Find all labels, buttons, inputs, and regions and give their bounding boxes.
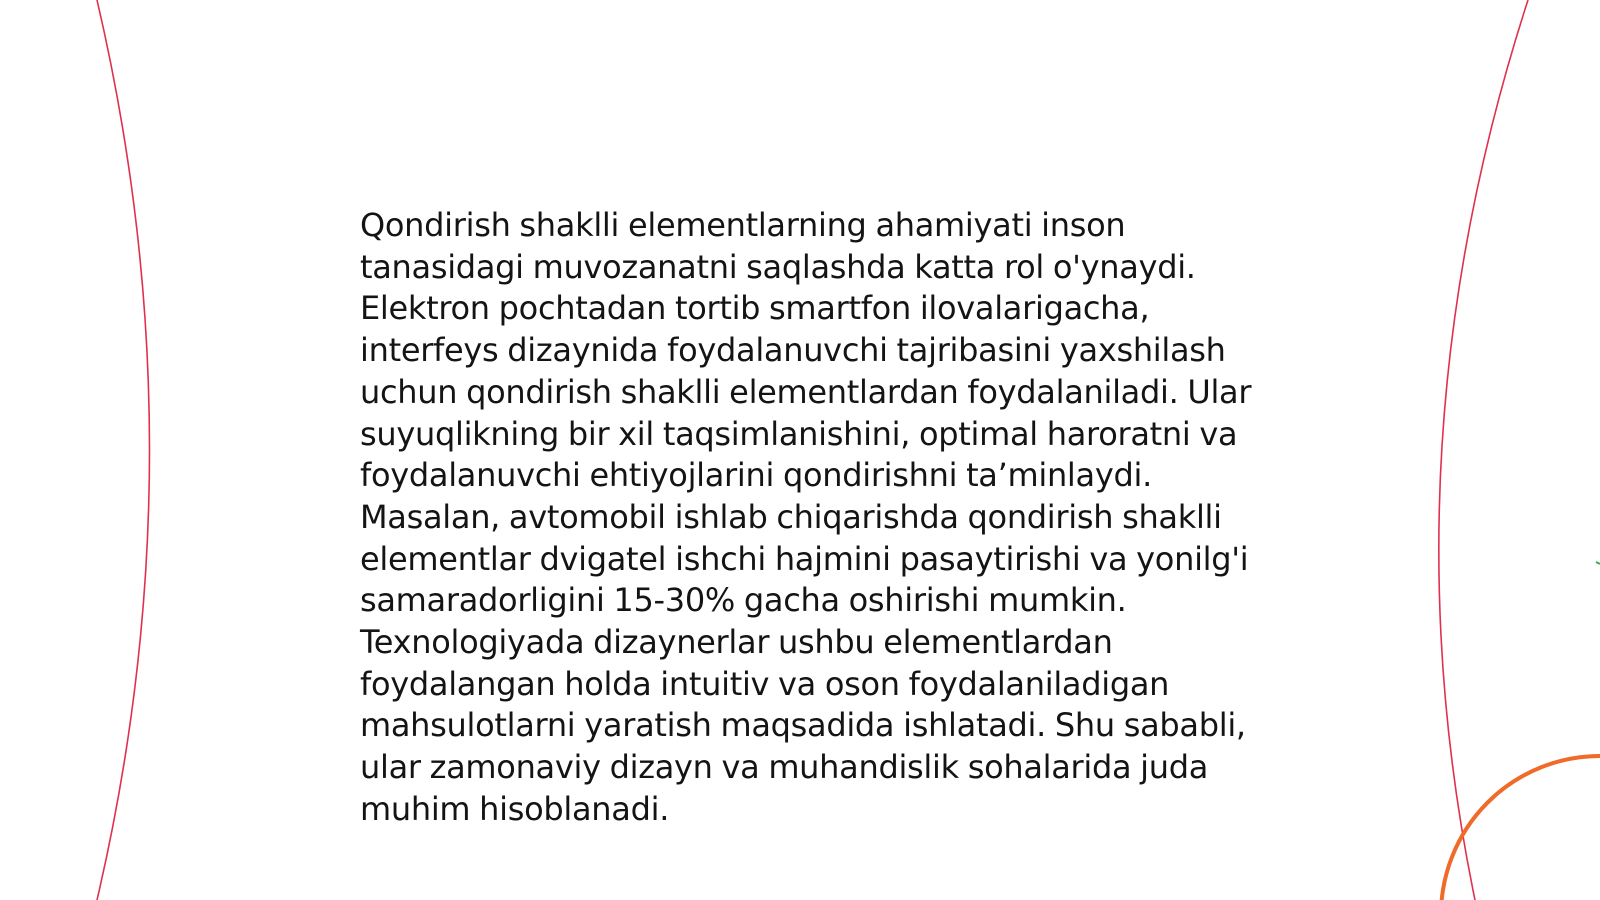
body-paragraph: Qondirish shaklli elementlarning ahamiyati inson tanasidagi muvozanatni saqlashda katta rol o'ynaydi. Elektron pochtadan tortib smartfon ilovalarigacha, interfeys dizaynida foydalanuvchi tajribasini yaxshilash uchun qondirish shaklli elementlardan foydalaniladi. Ular suyuqlikning bir xil taqsimlanishini, optimal haroratni va foydalanuvchi ehtiyojlarini qondirishni ta’minlaydi. Masalan, avtomobil ishlab chiqarishda qondirish shaklli elementlar dvigatel ishchi hajmini pasaytirishi va yonilg'i samaradorligini 15-30% gacha oshirishi mumkin. Texnologiyada dizaynerlar ushbu elementlardan foydalangan holda intuitiv va oson foydalaniladigan mahsulotlarni yaratish maqsadida ishlatadi. Shu sababli, ular zamonaviy dizayn va muhandislik sohalarida juda muhim hisoblanadi. bbox=[360, 206, 1252, 828]
left-curve-line bbox=[97, 0, 150, 900]
orange-ring-shape bbox=[1441, 756, 1600, 900]
green-accent-mark bbox=[1596, 562, 1600, 564]
right-curve-line bbox=[1439, 0, 1528, 900]
